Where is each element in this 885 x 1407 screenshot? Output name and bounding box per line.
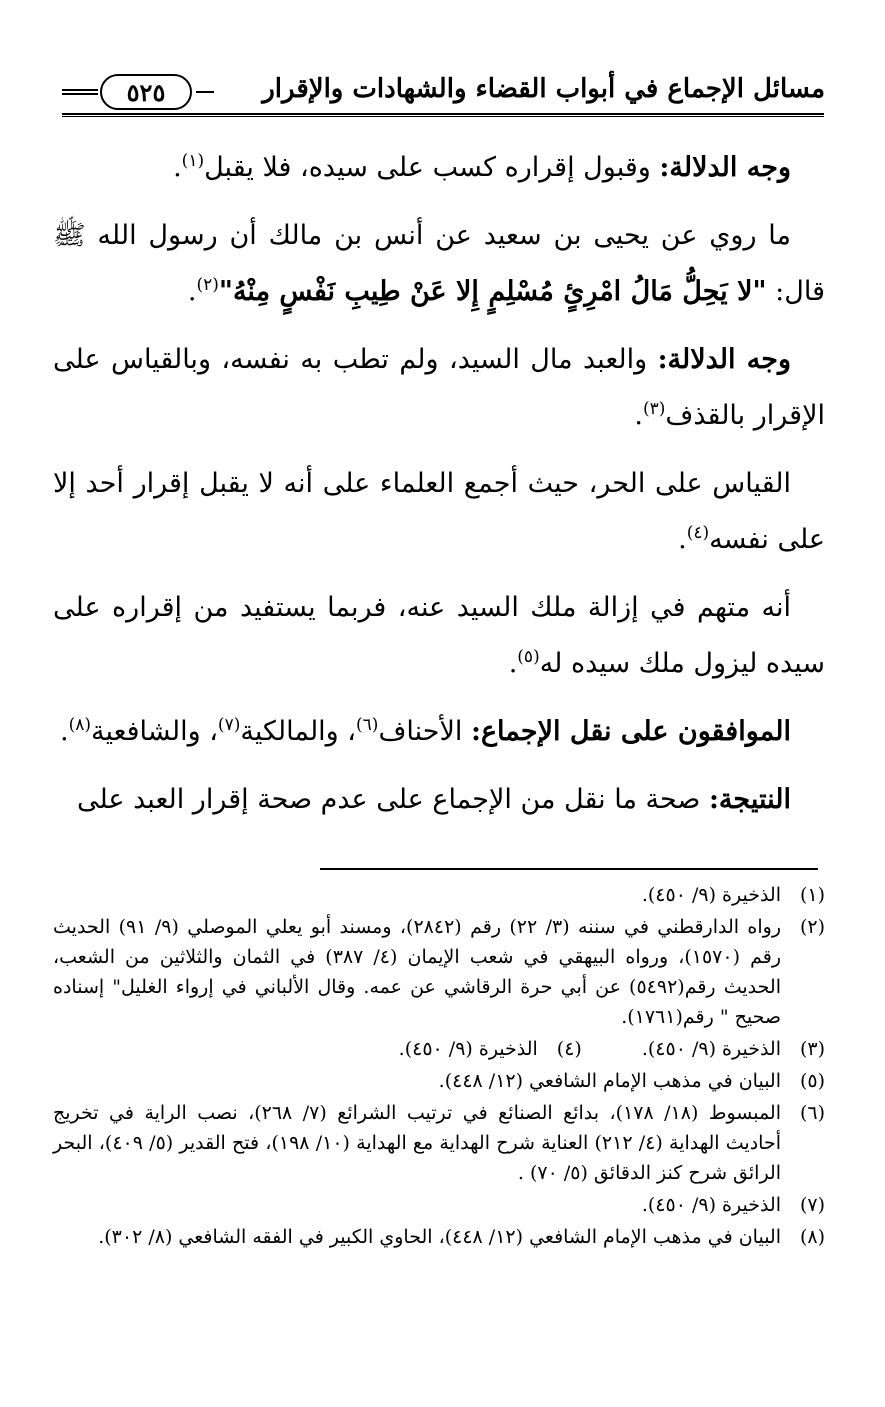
footnote-text: الذخيرة (٩/ ٤٥٠). <box>398 1038 538 1060</box>
main-text <box>53 140 825 840</box>
footnote-rule <box>320 868 818 870</box>
footnote-number: (٣) <box>799 1038 825 1060</box>
footnote-ref: (٢) <box>196 275 219 295</box>
paragraph: الموافقون على نقل الإجماع: الأحناف$^{(٦)}$، والمالكية$^{(٧)}$، والشافعية$^{(٨)}$. <box>59 715 791 747</box>
section-label: وجه الدلالة: <box>657 344 791 375</box>
footnote <box>53 1098 825 1188</box>
footnote-number: (٧) <box>799 1194 825 1216</box>
footnote-ref: (٥) <box>517 647 540 667</box>
footnote-number: (٨) <box>799 1226 825 1248</box>
paragraph-text: ، والمالكية <box>240 716 357 747</box>
footnotes <box>53 880 825 1254</box>
footnote <box>642 1034 825 1064</box>
footnote <box>53 912 825 1032</box>
footnote-text: رواه الدارقطني في سننه (٣/ ٢٢) رقم (٢٨٤٢)، ومسند أبو يعلي الموصلي (٩/ ٩١) الحديث رقم (١٥٧٠)، ورواه البيهقي في شعب الإيمان (٤/ ٣٨٧) في الثمان والثلاثين من الشعب، الحديث رقم(٥٤٩٢) عن أبي حرة الرقاشي عن عمه. وقال الألباني في إرواء الغليل" إسناده صحيح " رقم(١٧٦١). <box>53 916 781 1028</box>
footnote-ref: (١) <box>181 151 205 171</box>
footnote <box>53 1222 825 1252</box>
footnote-ref: (٤) <box>686 523 710 543</box>
footnote-text: المبسوط (١٨/ ١٧٨)، بدائع الصنائع في ترتيب الشرائع (٧/ ٢٦٨)، نصب الراية في تخريج أحاديث الهداية (٤/ ٢١٢) العناية شرح الهداية مع الهداية (١٠/ ١٩٨)، فتح القدير (٥/ ٤٠٩)، البحر الرائق شرح كنز الدقائق (٥/ ٧٠) . <box>53 1102 781 1184</box>
paragraph-text: صحة ما نقل من الإجماع على عدم صحة إقرار العبد على <box>76 784 709 815</box>
paragraph <box>53 772 825 828</box>
footnote-text: البيان في مذهب الإمام الشافعي (١٢/ ٤٤٨). <box>438 1070 781 1092</box>
paragraph: وجه الدلالة: والعبد مال السيد، ولم تطب به نفسه، وبالقياس على الإقرار بالقذف$^{(٣)}$. <box>53 344 825 431</box>
paragraph: ما روي عن يحيى بن سعيد عن أنس بن مالك أن رسول الله ﷺ قال: "لا يَحِلُّ مَالُ امْرِئٍ مُسْلِمٍ إِلا عَنْ طِيبِ نَفْسٍ مِنْهُ"$^{(٢)}$. <box>53 220 825 307</box>
footnote-number: (٥) <box>799 1070 825 1092</box>
paragraph-text: ، والشافعية <box>90 716 218 747</box>
footnote-ref: (٨) <box>68 715 91 735</box>
footnote-text: البيان في مذهب الإمام الشافعي (١٢/ ٤٤٨)، الحاوي الكبير في الفقه الشافعي (٨/ ٣٠٢). <box>98 1226 781 1248</box>
page-number-badge: ٥٢٥ <box>100 74 192 110</box>
paragraph-text: الأحناف <box>378 716 471 747</box>
footnote-number: (٢) <box>799 916 825 938</box>
footnote-number: (١) <box>799 884 825 906</box>
section-label: الموافقون على نقل الإجماع: <box>470 716 791 747</box>
footnote-text: الذخيرة (٩/ ٤٥٠). <box>641 1038 781 1060</box>
paragraph-text: وقبول إقراره كسب على سيده، فلا يقبل <box>204 152 660 183</box>
section-label: وجه الدلالة: <box>659 152 791 183</box>
running-header-title: مسائل الإجماع في أبواب القضاء والشهادات والإقرار <box>262 74 825 104</box>
paragraph: وجه الدلالة: وقبول إقراره كسب على سيده، فلا يقبل$^{(١)}$. <box>173 151 791 183</box>
paragraph-text: ما روي عن يحيى بن سعيد عن أنس بن مالك أن رسول الله ﷺ قال: <box>53 220 825 307</box>
footnote <box>53 1190 825 1220</box>
header-ornament-left <box>62 89 98 95</box>
paragraph: أنه متهم في إزالة ملك السيد عنه، فربما يستفيد من إقراره على سيده ليزول ملك سيده له$^{(٥)}$. <box>53 592 825 679</box>
footnote-ref: (٧) <box>217 715 241 735</box>
footnote <box>399 1034 582 1064</box>
paragraph: القياس على الحر، حيث أجمع العلماء على أنه لا يقبل إقرار أحد إلا على نفسه$^{(٤)}$. <box>53 468 825 555</box>
footnote-number: (٤) <box>556 1038 582 1060</box>
footnote-text: الذخيرة (٩/ ٤٥٠). <box>641 884 781 906</box>
hadith-quote: "لا يَحِلُّ مَالُ امْرِئٍ مُسْلِمٍ إِلا عَنْ طِيبِ نَفْسٍ مِنْهُ" <box>218 276 767 307</box>
footnote <box>53 880 825 910</box>
footnote-ref: (٦) <box>356 715 379 735</box>
section-label: النتيجة: <box>708 784 791 815</box>
paragraph-text: أنه متهم في إزالة ملك السيد عنه، فربما يستفيد من إقراره على سيده ليزول ملك سيده له <box>53 592 825 679</box>
footnote-pair <box>53 1034 825 1064</box>
footnote <box>53 1066 825 1096</box>
paragraph-text: القياس على الحر، حيث أجمع العلماء على أنه لا يقبل إقرار أحد إلا على نفسه <box>53 468 825 555</box>
header-ornament <box>196 91 214 93</box>
footnote-number: (٦) <box>799 1102 825 1124</box>
footnote-text: الذخيرة (٩/ ٤٥٠). <box>641 1194 781 1216</box>
footnote-ref: (٣) <box>642 399 666 419</box>
paragraph-text: والعبد مال السيد، ولم تطب به نفسه، وبالقياس على الإقرار بالقذف <box>53 344 825 431</box>
header-rule <box>62 113 824 117</box>
